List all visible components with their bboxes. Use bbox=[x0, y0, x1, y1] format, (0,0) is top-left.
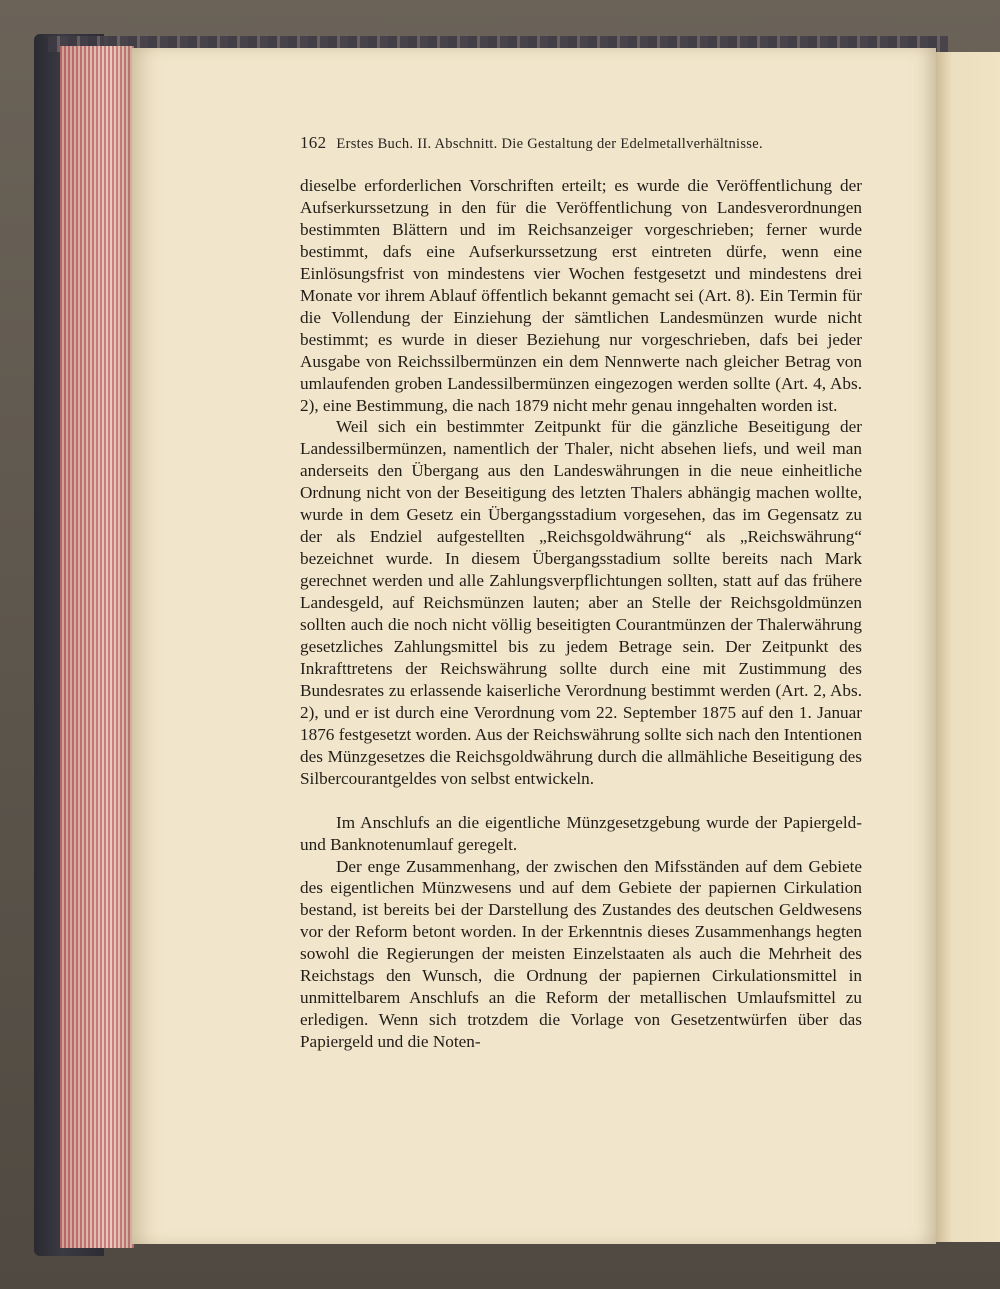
page-edges-shading bbox=[60, 46, 134, 1248]
paragraph: Weil sich ein bestimmter Zeitpunkt für die gänzliche Beseitigung der Landessilbermünzen, namentlich der Thaler, nicht absehen liefs, und weil man anderseits den Übergang aus den Landeswährungen in die neue einheitliche Ordnung nicht von der Beseitigung des letzten Thalers abhängig machen wollte, wurde in dem Gesetz ein Übergangsstadium vorgesehen, das im Gegensatz zu der als Endziel aufgestellten „Reichsgoldwährung“ als „Reichswährung“ bezeichnet wurde. In diesem Übergangsstadium sollte bereits nach Mark gerechnet werden und alle Zahlungsverpflichtungen sollten, statt auf das frühere Landesgeld, auf Reichsmünzen lauten; aber an Stelle der Reichsgoldmünzen sollten auch die noch nicht völlig beseitigten Courantmünzen der Thalerwährung gesetzliches Zahlungsmittel bis zu jedem Betrage sein. Der Zeitpunkt des Inkrafttretens der Reichswährung sollte durch eine mit Zustimmung des Bundesrates zu erlassende kaiserliche Verordnung bestimmt werden (Art. 2, Abs. 2), und er ist durch eine Verordnung vom 22. September 1875 auf den 1. Januar 1876 festgesetzt worden. Aus der Reichswährung sollte sich nach den Intentionen des Münzgesetzes die Reichsgoldwährung durch die allmähliche Beseitigung des Silbercourantgeldes von selbst entwickeln. bbox=[300, 417, 862, 788]
facing-page-sliver bbox=[936, 52, 1000, 1242]
paragraph: Der enge Zusammenhang, der zwischen den Mifsständen auf dem Gebiete des eigentlichen Münzwesens und auf dem Gebiete der papiernen Cirkulation bestand, ist bereits bei der Darstellung des Zustandes des deutschen Geldwesens vor der Reform betont worden. In der Erkenntnis dieses Zusammenhangs hegten sowohl die Regierungen der meisten Einzelstaaten als auch die Mehrheit des Reichstags den Wunsch, die Ordnung der papiernen Cirkulationsmittel in unmittelbarem Anschlufs an die Reform der metallischen Umlaufsmittel zu erledigen. Wenn sich trotzdem die Vorlage von Gesetzentwürfen über das Papiergeld und die Noten- bbox=[300, 856, 862, 1052]
page-number: 162 bbox=[300, 133, 327, 152]
running-header bbox=[300, 133, 860, 159]
paragraph: Im Anschlufs an die eigentliche Münzgesetzgebung wurde der Papiergeld- und Banknotenumlauf geregelt. bbox=[300, 812, 862, 854]
body-text bbox=[300, 175, 862, 1053]
section-gap bbox=[300, 790, 862, 812]
paragraph-continuation: dieselbe erforderlichen Vorschriften erteilt; es wurde die Veröffentlichung der Aufserkurssetzung in den für die Veröffentlichung von Landesverordnungen bestimmten Blättern und im Reichsanzeiger vorgeschrieben; ferner wurde bestimmt, dafs eine Aufserkurssetzung erst eintreten dürfe, wenn eine Einlösungsfrist von mindestens vier Wochen festgesetzt und mindestens drei Monate vor ihrem Ablauf öffentlich bekannt gemacht sei (Art. 8). Ein Termin für die Vollendung der Einziehung der sämtlichen Landesmünzen wurde nicht bestimmt; es wurde in dieser Beziehung nur vorgeschrieben, dafs bei jeder Ausgabe von Reichssilbermünzen ein dem Nennwerte nach gleicher Betrag von umlaufenden groben Landessilbermünzen eingezogen werden sollte (Art. 4, Abs. 2), eine Bestimmung, die nach 1879 nicht mehr genau inngehalten worden ist. bbox=[300, 176, 862, 415]
running-title: Erstes Buch. II. Abschnitt. Die Gestaltung der Edelmetallverhältnisse. bbox=[336, 136, 763, 152]
